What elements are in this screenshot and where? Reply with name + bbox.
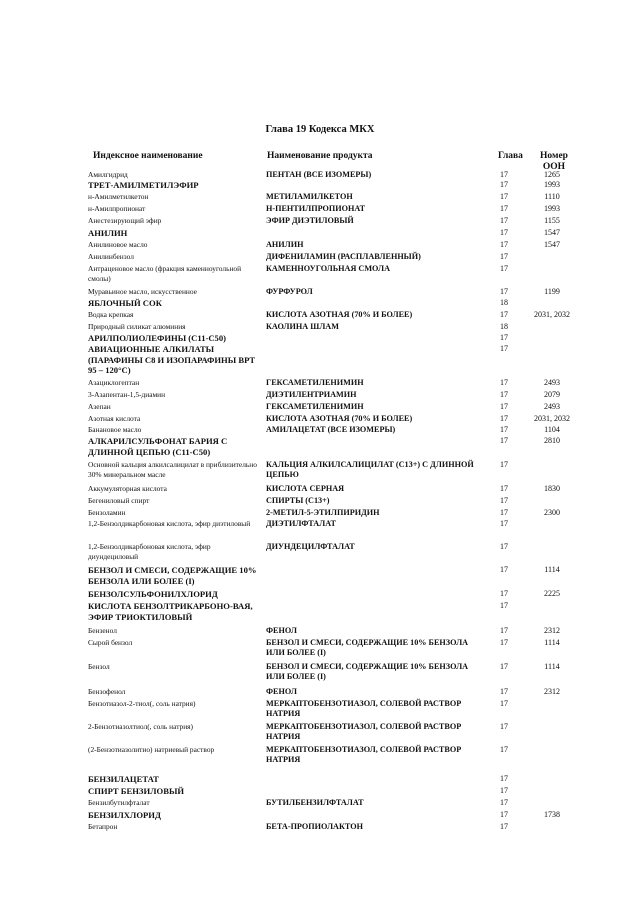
product-name-cell: МЕРКАПТОБЕНЗОТИАЗОЛ, СОЛЕВОЙ РАСТВОР НАТРИЯ [266,745,462,764]
table-row [0,565,640,589]
index-name-cell: н-Амилметилкетон [88,192,149,201]
table-row [0,322,640,333]
chapter-cell: 17 [500,484,508,493]
chapter-cell: 17 [500,414,508,423]
column-header-chapter: Глава [498,151,523,161]
index-name-cell: БЕНЗОЛ И СМЕСИ, СОДЕРЖАЩИЕ 10% БЕНЗОЛА ИЛИ БОЛЕЕ (I) [88,565,257,586]
chapter-cell: 17 [500,687,508,696]
un-number-cell: 1114 [544,638,560,647]
table-row [0,192,640,204]
chapter-cell: 17 [500,390,508,399]
index-name-cell: БЕНЗИЛХЛОРИД [88,810,161,820]
un-number-cell: 2312 [544,626,560,635]
table-row [0,519,640,542]
table-row [0,252,640,264]
table-row [0,687,640,699]
un-number-line2: ООН [542,162,566,172]
un-number-cell: 1547 [544,240,560,249]
chapter-cell: 17 [500,798,508,807]
table-row [0,745,640,774]
index-name-cell: БЕНЗОЛСУЛЬФОНИЛХЛОРИД [88,589,218,599]
table-row [0,601,640,626]
index-name-cell: Азациклогептан [88,378,140,387]
product-name-cell: БЕТА-ПРОПИОЛАКТОН [266,822,363,831]
un-number-cell: 1830 [544,484,560,493]
table-row [0,228,640,240]
index-name-cell: Сырой бензол [88,638,133,647]
chapter-cell: 17 [500,287,508,296]
table-row [0,425,640,436]
index-name-cell: Бетапрон [88,822,118,831]
table-row [0,378,640,390]
product-name-cell: МЕТИЛАМИЛКЕТОН [266,192,353,201]
table-row [0,204,640,216]
chapter-cell: 17 [500,774,508,783]
column-header-product-name: Наименование продукта [267,151,373,161]
table-row [0,496,640,508]
chapter-cell: 17 [500,745,508,754]
index-name-cell: АНИЛИН [88,228,128,238]
chapter-cell: 17 [500,638,508,647]
index-name-cell: Бензенол [88,626,117,635]
chapter-cell: 17 [500,436,508,445]
product-name-cell: БЕНЗОЛ И СМЕСИ, СОДЕРЖАЩИЕ 10% БЕНЗОЛА ИЛИ БОЛЕЕ (I) [266,662,469,681]
un-number-line1: Номер [540,151,568,161]
un-number-cell: 2493 [544,378,560,387]
product-name-cell: ДИУНДЕЦИЛФТАЛАТ [266,542,355,551]
chapter-cell: 17 [500,240,508,249]
un-number-cell: 1114 [544,565,560,574]
index-name-cell: Водка крепкая [88,310,134,319]
un-number-cell: 2493 [544,402,560,411]
index-name-cell: Основной кальция алкилсалицилат в приблизительно 30% минеральном масле [88,460,257,479]
un-number-cell: 1199 [544,287,560,296]
chapter-cell: 17 [500,252,508,261]
chapter-cell: 17 [500,333,508,342]
product-name-cell: ДИФЕНИЛАМИН (РАСПЛАВЛЕННЫЙ) [266,252,421,261]
product-name-cell: МЕРКАПТОБЕНЗОТИАЗОЛ, СОЛЕВОЙ РАСТВОР НАТРИЯ [266,699,462,718]
table-row [0,170,640,180]
chapter-cell: 17 [500,626,508,635]
table-row [0,414,640,425]
chapter-cell: 17 [500,402,508,411]
table-row [0,542,640,565]
chapter-cell: 17 [500,264,508,273]
chapter-cell: 17 [500,542,508,551]
index-name-cell: Бензофенол [88,687,126,696]
un-number-cell: 1155 [544,216,560,225]
product-name-cell: БЕНЗОЛ И СМЕСИ, СОДЕРЖАЩИЕ 10% БЕНЗОЛА ИЛИ БОЛЕЕ (I) [266,638,469,657]
chapter-cell: 17 [500,192,508,201]
product-name-cell: АНИЛИН [266,240,304,249]
table-row [0,240,640,252]
chapter-cell: 17 [500,601,508,610]
product-name-cell: 2-МЕТИЛ-5-ЭТИЛПИРИДИН [266,508,380,517]
index-name-cell: Бегениловый спирт [88,496,150,505]
table-row [0,298,640,310]
index-name-cell: Анестезирующий эфир [88,216,162,225]
index-name-cell: Бензоламин [88,508,126,517]
table-row [0,786,640,798]
index-name-cell: 1,2-Бензолдикарбоновая кислота, эфир диундециловый [88,542,211,561]
table-row [0,484,640,496]
index-name-cell: Анилиновое масло [88,240,148,249]
index-name-cell: АЛКАРИЛСУЛЬФОНАТ БАРИЯ С ДЛИННОЙ ЦЕПЬЮ (С11-С50) [88,436,228,457]
index-name-cell: Анилинбензол [88,252,134,261]
product-name-cell: ДИЭТИЛЕНТРИАМИН [266,390,357,399]
table-row [0,460,640,484]
un-number-cell: 2810 [544,436,560,445]
index-name-cell: Азепан [88,402,111,411]
index-name-cell: Бензилбутилфталат [88,798,150,807]
chapter-cell: 17 [500,589,508,598]
index-name-cell: АВИАЦИОННЫЕ АЛКИЛАТЫ (ПАРАФИНЫ С8 И ИЗОПАРАФИНЫ ВРТ 95 – 120°С) [88,344,256,375]
index-name-cell: БЕНЗИЛАЦЕТАТ [88,774,159,784]
page-title: Глава 19 Кодекса МКХ [265,124,375,135]
index-name-cell: 3-Азапентан-1,5-диамин [88,390,166,399]
product-name-cell: Н-ПЕНТИЛПРОПИОНАТ [266,204,366,213]
table-row [0,810,640,822]
product-name-cell: ЭФИР ДИЭТИЛОВЫЙ [266,216,354,225]
un-number-cell: 1993 [544,204,560,213]
chapter-cell: 17 [500,508,508,517]
index-name-cell: 1,2-Бензолдикарбоновая кислота, эфир диэтиловый [88,519,251,528]
product-name-cell: ГЕКСАМЕТИЛЕНИМИН [266,402,364,411]
chapter-cell: 17 [500,662,508,671]
table-row [0,436,640,460]
index-name-cell: (2-Бензотиазолитио) натриевый раствор [88,745,215,754]
chapter-cell: 17 [500,216,508,225]
index-name-cell: 2-Бензотиазолтиол(, соль натрия) [88,722,194,731]
index-name-cell: Природный силикат алюминия [88,322,186,331]
table-row [0,390,640,402]
product-name-cell: КИСЛОТА АЗОТНАЯ (70% И БОЛЕЕ) [266,414,413,423]
table-row [0,310,640,322]
index-name-cell: Бензотиазол-2-тиол(, соль натрия) [88,699,196,708]
chapter-cell: 17 [500,344,508,353]
un-number-cell: 1110 [544,192,560,201]
index-name-cell: Бензол [88,662,110,671]
index-name-cell: н-Амилпропионат [88,204,146,213]
un-number-cell: 2225 [544,589,560,598]
index-name-cell: Азотная кислота [88,414,141,423]
chapter-cell: 17 [500,565,508,574]
chapter-cell: 18 [500,298,508,307]
chapter-cell: 17 [500,425,508,434]
table-row [0,402,640,414]
chapter-cell: 17 [500,228,508,237]
chapter-cell: 17 [500,378,508,387]
chapter-cell: 17 [500,810,508,819]
chapter-cell: 17 [500,722,508,731]
product-name-cell: ФУРФУРОЛ [266,287,313,296]
un-number-cell: 2312 [544,687,560,696]
product-name-cell: КАОЛИНА ШЛАМ [266,322,339,331]
product-name-cell: ГЕКСАМЕТИЛЕНИМИН [266,378,364,387]
chapter-cell: 17 [500,786,508,795]
index-name-cell: Аккумуляторная кислота [88,484,167,493]
product-name-cell: КИСЛОТА АЗОТНАЯ (70% И БОЛЕЕ) [266,310,413,319]
un-number-cell: 2031, 2032 [534,310,570,319]
chapter-cell: 18 [500,322,508,331]
index-name-cell: АРИЛПОЛИОЛЕФИНЫ (С11-С50) [88,333,227,343]
chapter-cell: 17 [500,496,508,505]
table-row [0,662,640,687]
un-number-cell: 1547 [544,228,560,237]
product-name-cell: МЕРКАПТОБЕНЗОТИАЗОЛ, СОЛЕВОЙ РАСТВОР НАТРИЯ [266,722,462,741]
chapter-cell: 17 [500,180,508,189]
un-number-cell: 2079 [544,390,560,399]
product-name-cell: КАМЕННОУГОЛЬНАЯ СМОЛА [266,264,391,273]
chapter-cell: 17 [500,822,508,831]
product-name-cell: СПИРТЫ (С13+) [266,496,330,505]
table-row [0,589,640,601]
table-row [0,264,640,287]
product-name-cell: АМИЛАЦЕТАТ (ВСЕ ИЗОМЕРЫ) [266,425,396,434]
un-number-cell: 1738 [544,810,560,819]
index-name-cell: КИСЛОТА БЕНЗОЛТРИКАРБОНО-ВАЯ, ЭФИР ТРИОКТИЛОВЫЙ [88,601,253,622]
table-row [0,180,640,192]
product-name-cell: БУТИЛБЕНЗИЛФТАЛАТ [266,798,364,807]
table-body [0,170,640,834]
product-name-cell: КИСЛОТА СЕРНАЯ [266,484,345,493]
index-name-cell: Банановое масло [88,425,142,434]
table-row [0,626,640,638]
product-name-cell: ДИЭТИЛФТАЛАТ [266,519,336,528]
un-number-cell: 1114 [544,662,560,671]
index-name-cell: Антраценовое масло (фракция каменноугольной смолы) [88,264,242,283]
table-row [0,774,640,786]
chapter-cell: 17 [500,460,508,469]
un-number-cell: 2300 [544,508,560,517]
un-number-cell: 1104 [544,425,560,434]
index-name-cell: ЯБЛОЧНЫЙ СОК [88,298,162,308]
chapter-cell: 17 [500,519,508,528]
index-name-cell: СПИРТ БЕНЗИЛОВЫЙ [88,786,185,796]
product-name-cell: ПЕНТАН (ВСЕ ИЗОМЕРЫ) [266,170,372,179]
index-name-cell: ТРЕТ-АМИЛМЕТИЛЭФИР [88,180,199,190]
chapter-cell: 17 [500,204,508,213]
chapter-cell: 17 [500,699,508,708]
column-header-index-name: Индексное наименование [93,151,203,161]
table-row [0,722,640,745]
table-row [0,287,640,298]
product-name-cell: КАЛЬЦИЯ АЛКИЛСАЛИЦИЛАТ (С13+) С ДЛИННОЙ ЦЕПЬЮ [266,460,474,479]
un-number-cell: 2031, 2032 [534,414,570,423]
table-row [0,638,640,662]
index-name-cell: Амилгидрид [88,170,128,179]
table-row [0,216,640,228]
table-row [0,798,640,810]
chapter-cell: 17 [500,310,508,319]
un-number-cell: 1993 [544,180,560,189]
table-row [0,508,640,519]
table-row [0,344,640,378]
un-number-cell: 1265 [544,170,560,179]
table-row [0,333,640,344]
product-name-cell: ФЕНОЛ [266,626,297,635]
chapter-cell: 17 [500,170,508,179]
product-name-cell: ФЕНОЛ [266,687,297,696]
table-row [0,699,640,722]
table-row [0,822,640,834]
index-name-cell: Муравьиное масло, искусственное [88,287,197,296]
